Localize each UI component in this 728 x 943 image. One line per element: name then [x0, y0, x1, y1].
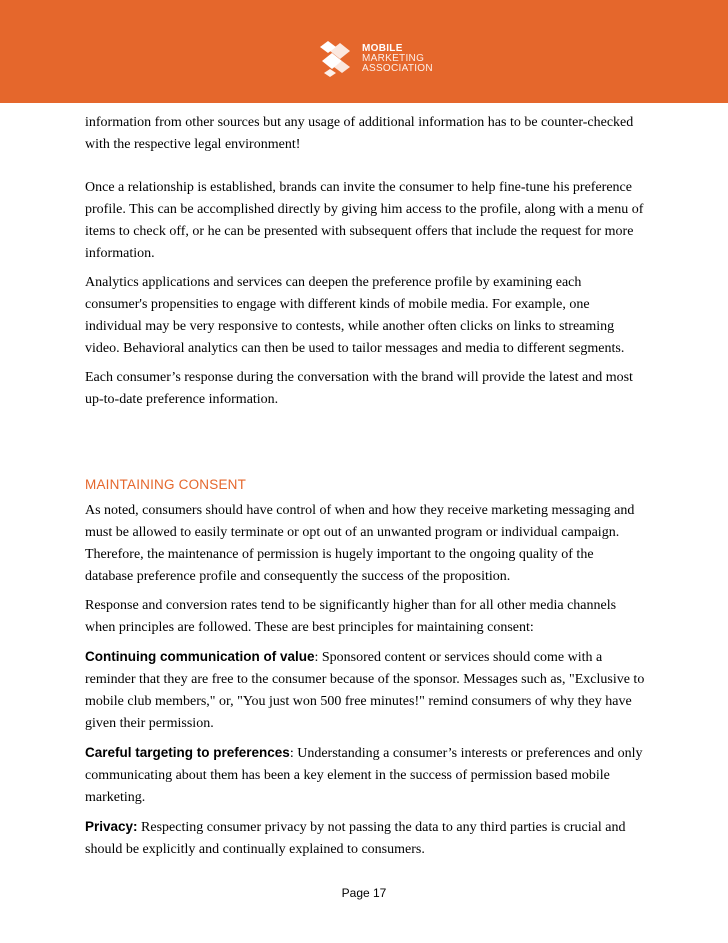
mma-logo-icon: [318, 39, 354, 79]
logo-wordmark: [362, 44, 433, 74]
section-heading: MAINTAINING CONSENT: [85, 477, 247, 492]
principle-lead: Continuing communication of value: [85, 649, 315, 664]
paragraph-5: As noted, consumers should have control of when and how they receive marketing messaging and must be allowed to easily terminate or opt out of an unwanted program or individual campaign. Therefore, the maintenance of permission is hugely important to the ongoing quality of the database preference profile and consequently the success of the proposition.: [85, 503, 635, 584]
principle-text: Respecting consumer privacy by not passing the data to any third parties is crucial and should be explicitly and continually explained to consumers.: [85, 820, 626, 857]
principle-careful-targeting: [85, 742, 645, 809]
header-band: [0, 0, 728, 103]
paragraph-4: Each consumer’s response during the conversation with the brand will provide the latest and most up-to-date preference information.: [85, 370, 633, 407]
principle-text: : Understanding a consumer’s interests or preferences and only communicating about them has been a key element in the success of permission based mobile marketing.: [85, 746, 643, 805]
principle-lead: Privacy:: [85, 819, 138, 834]
principle-continuing-communication: [85, 646, 645, 735]
principle-privacy: [85, 816, 645, 861]
paragraph-6: Response and conversion rates tend to be significantly higher than for all other media channels when principles are followed. These are best principles for maintaining consent:: [85, 598, 617, 635]
logo-line-2: MARKETING: [362, 53, 425, 64]
logo: [318, 39, 433, 79]
paragraph-2: Once a relationship is established, brands can invite the consumer to help fine-tune his preference profile. This can be accomplished directly by giving him access to the profile, along with a menu of items to check off, or he can be presented with subsequent offers that include the request for more information.: [85, 180, 644, 261]
principle-text: : Sponsored content or services should come with a reminder that they are free to the consumer because of the sponsor. Messages such as, "Exclusive to mobile club members," or, "You just won 500 free minutes!" remind consumers of why they have given their permission.: [85, 650, 645, 731]
paragraph-1: information from other sources but any usage of additional information has to be counter-checked with the respective legal environment!: [85, 115, 634, 152]
paragraph-3: Analytics applications and services can deepen the preference profile by examining each consumer's propensities to engage with different kinds of mobile media. For example, one individual may be very responsive to contests, while another often clicks on links to streaming video. Behavioral analytics can then be used to tailor messages and media to different segments.: [85, 275, 625, 356]
logo-line-3: ASSOCIATION: [362, 63, 433, 74]
logo-line-1: MOBILE: [362, 43, 403, 54]
principle-lead: Careful targeting to preferences: [85, 745, 290, 760]
page-number: Page 17: [341, 886, 387, 900]
page-content: [85, 112, 645, 868]
